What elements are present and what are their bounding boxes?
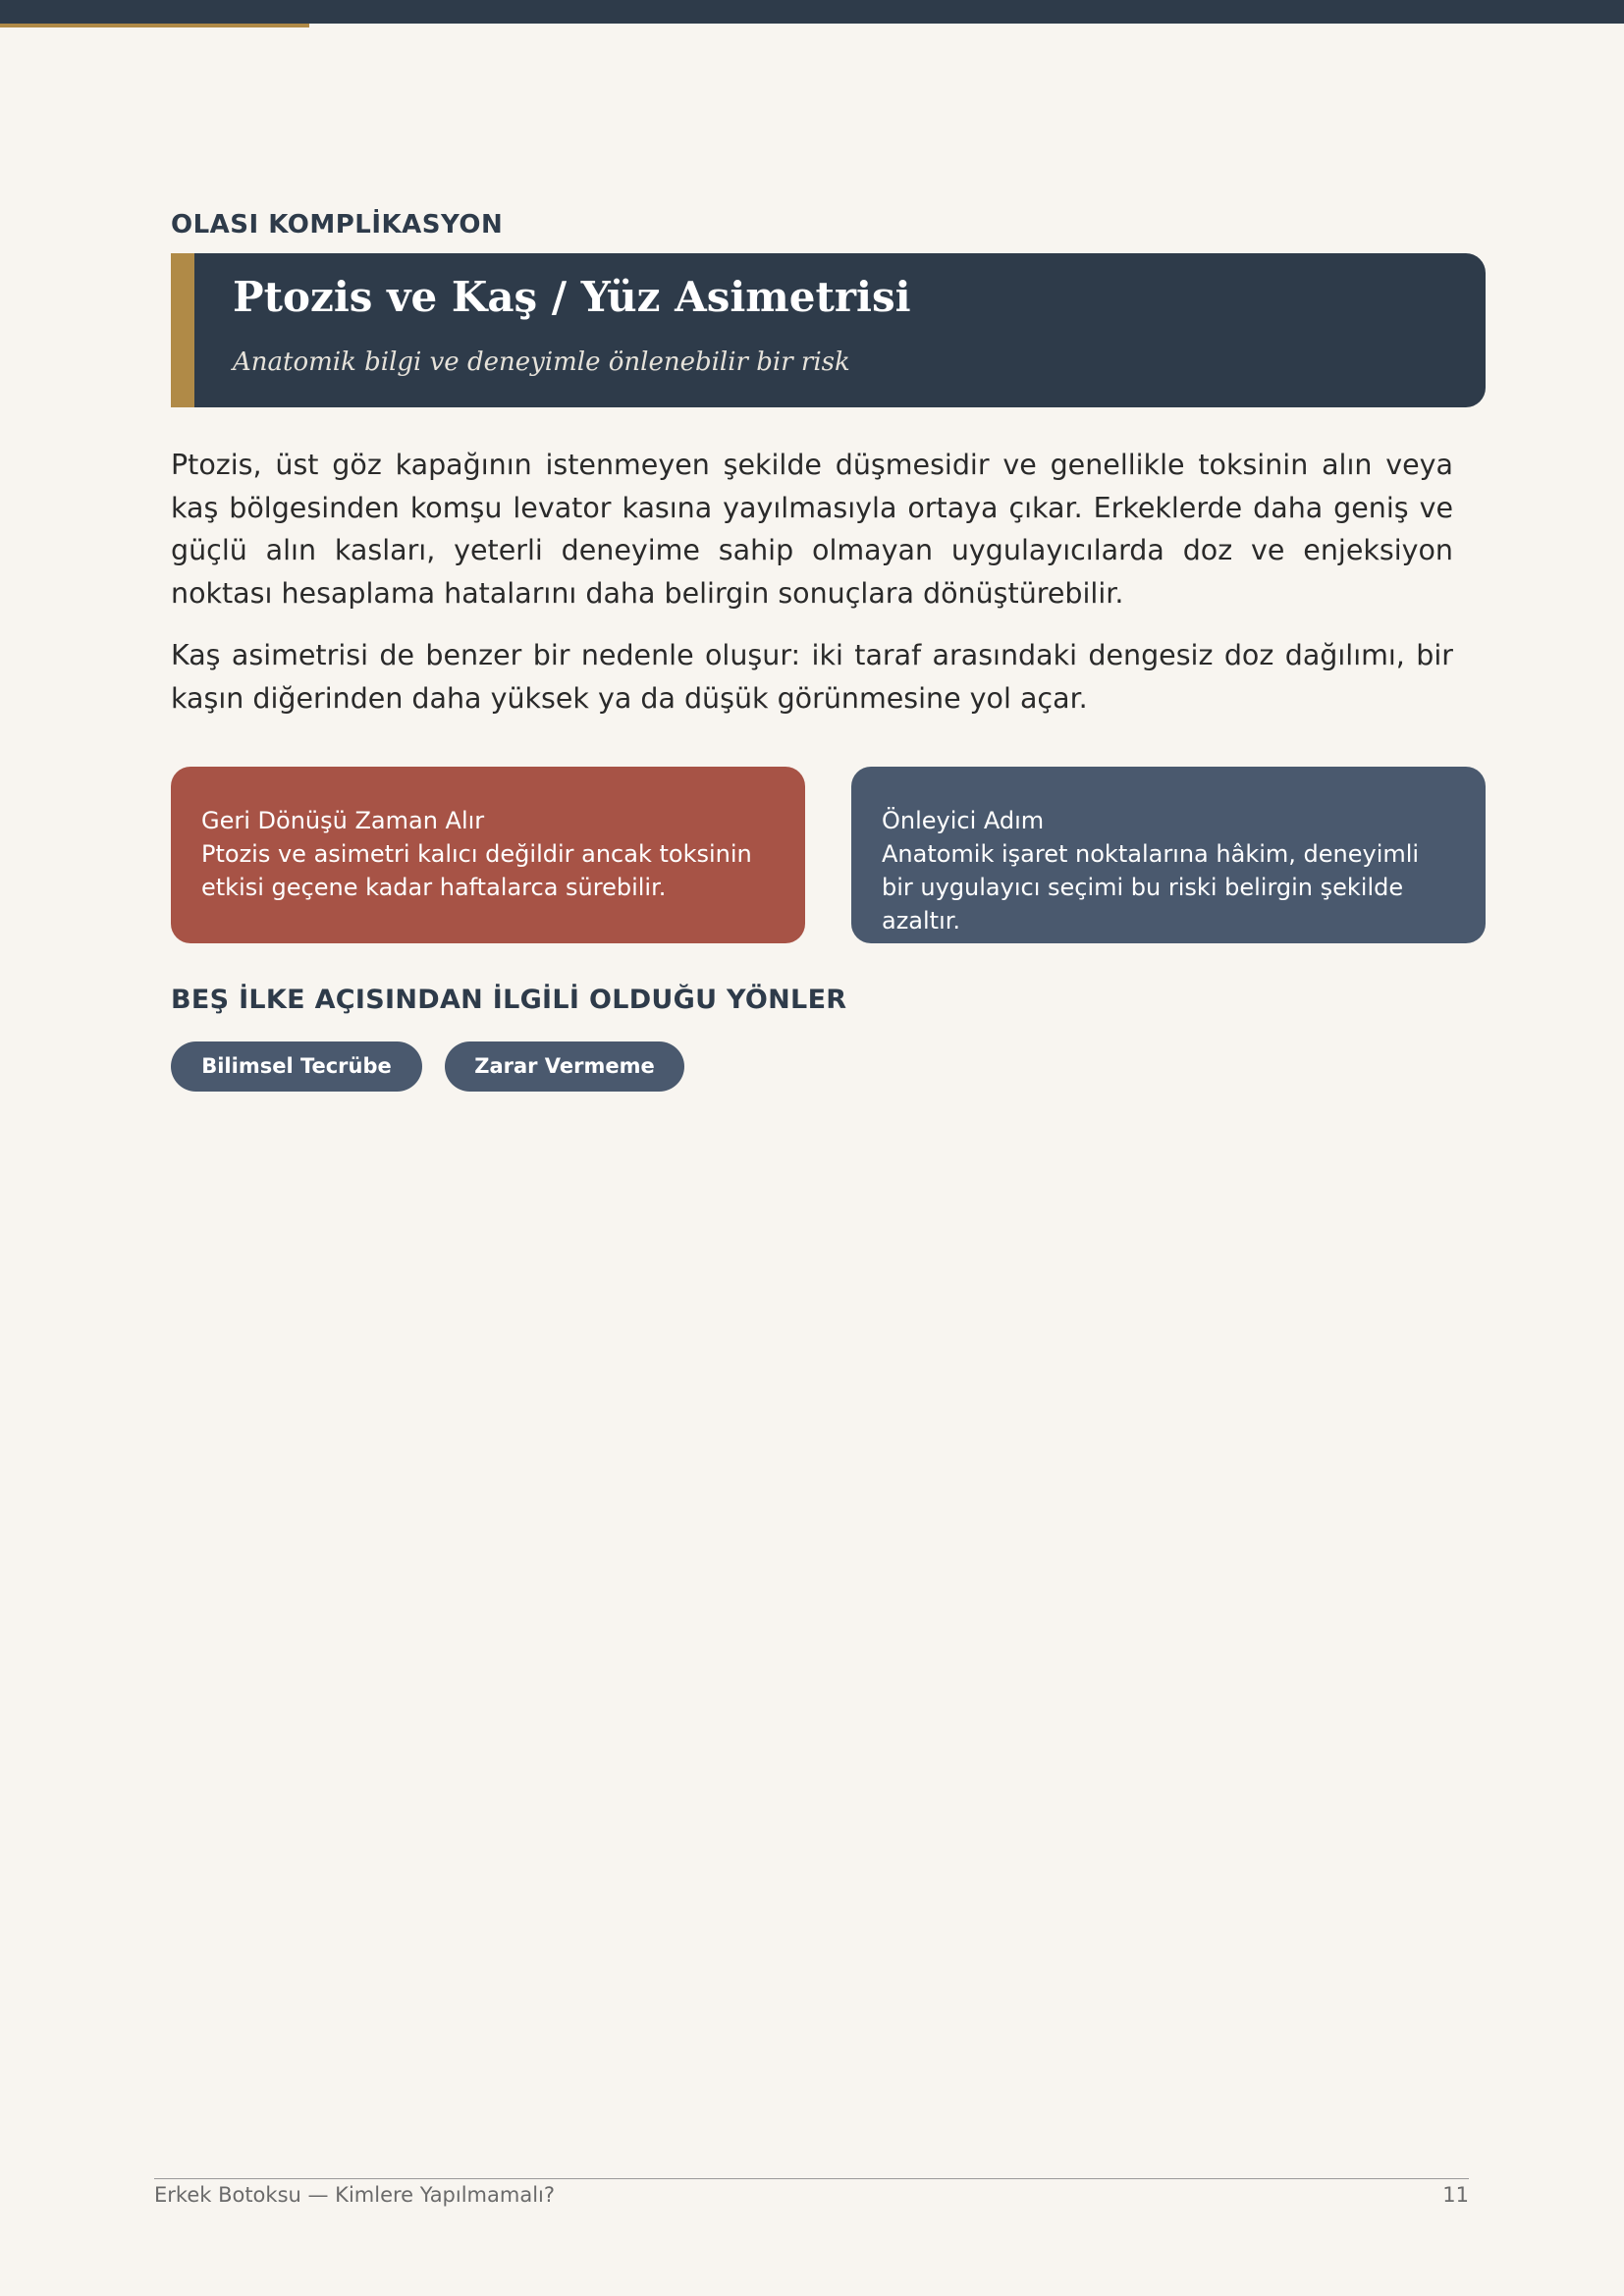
card-title: Geri Dönüşü Zaman Alır — [201, 807, 485, 834]
banner-accent-stripe — [171, 253, 194, 407]
top-accent-line — [0, 24, 309, 27]
card-text: Ptozis ve asimetri kalıcı değildir ancak toksinin etkisi geçene kadar haftalarca sürebilir. — [201, 840, 752, 901]
body-paragraph: Ptozis, üst göz kapağının istenmeyen şekilde düşmesidir ve genellikle toksinin alın veya kaş bölgesinden komşu levator kasına yayılmasıyla ortaya çıkar. Erkeklerde daha geniş ve güçlü alın kasları, yeterli deneyime sahip olmayan uygulayıcılarda doz ve enjeksiyon noktası hesaplama hatalarını daha belirgin sonuçlara dönüştürebilir. — [171, 449, 1453, 610]
top-header-bar — [0, 0, 1624, 24]
footer-title: Erkek Botoksu — Kimlere Yapılmamalı? — [154, 2183, 556, 2207]
principle-tag: Zarar Vermeme — [445, 1041, 684, 1092]
title-banner — [171, 253, 1486, 407]
page-title: Ptozis ve Kaş / Yüz Asimetrisi — [233, 273, 911, 321]
body-paragraph: Kaş asimetrisi de benzer bir nedenle oluşur: iki taraf arasındaki dengesiz doz dağılımı, bir kaşın diğerinden daha yüksek ya da düşük görünmesine yol açar. — [171, 639, 1453, 715]
card-title: Önleyici Adım — [882, 807, 1045, 834]
page-subtitle: Anatomik bilgi ve deneyimle önlenebilir bir risk — [233, 347, 850, 377]
page-number: 11 — [1442, 2183, 1469, 2207]
footer-divider — [154, 2178, 1469, 2179]
principles-label: BEŞ İLKE AÇISINDAN İLGİLİ OLDUĞU YÖNLER — [171, 985, 847, 1015]
section-label: OLASI KOMPLİKASYON — [171, 210, 504, 240]
principle-tag: Bilimsel Tecrübe — [171, 1041, 422, 1092]
card-text: Anatomik işaret noktalarına hâkim, deneyimli bir uygulayıcı seçimi bu riski belirgin şekilde azaltır. — [882, 840, 1420, 934]
info-card-recovery — [171, 767, 805, 943]
info-card-prevention — [851, 767, 1486, 943]
